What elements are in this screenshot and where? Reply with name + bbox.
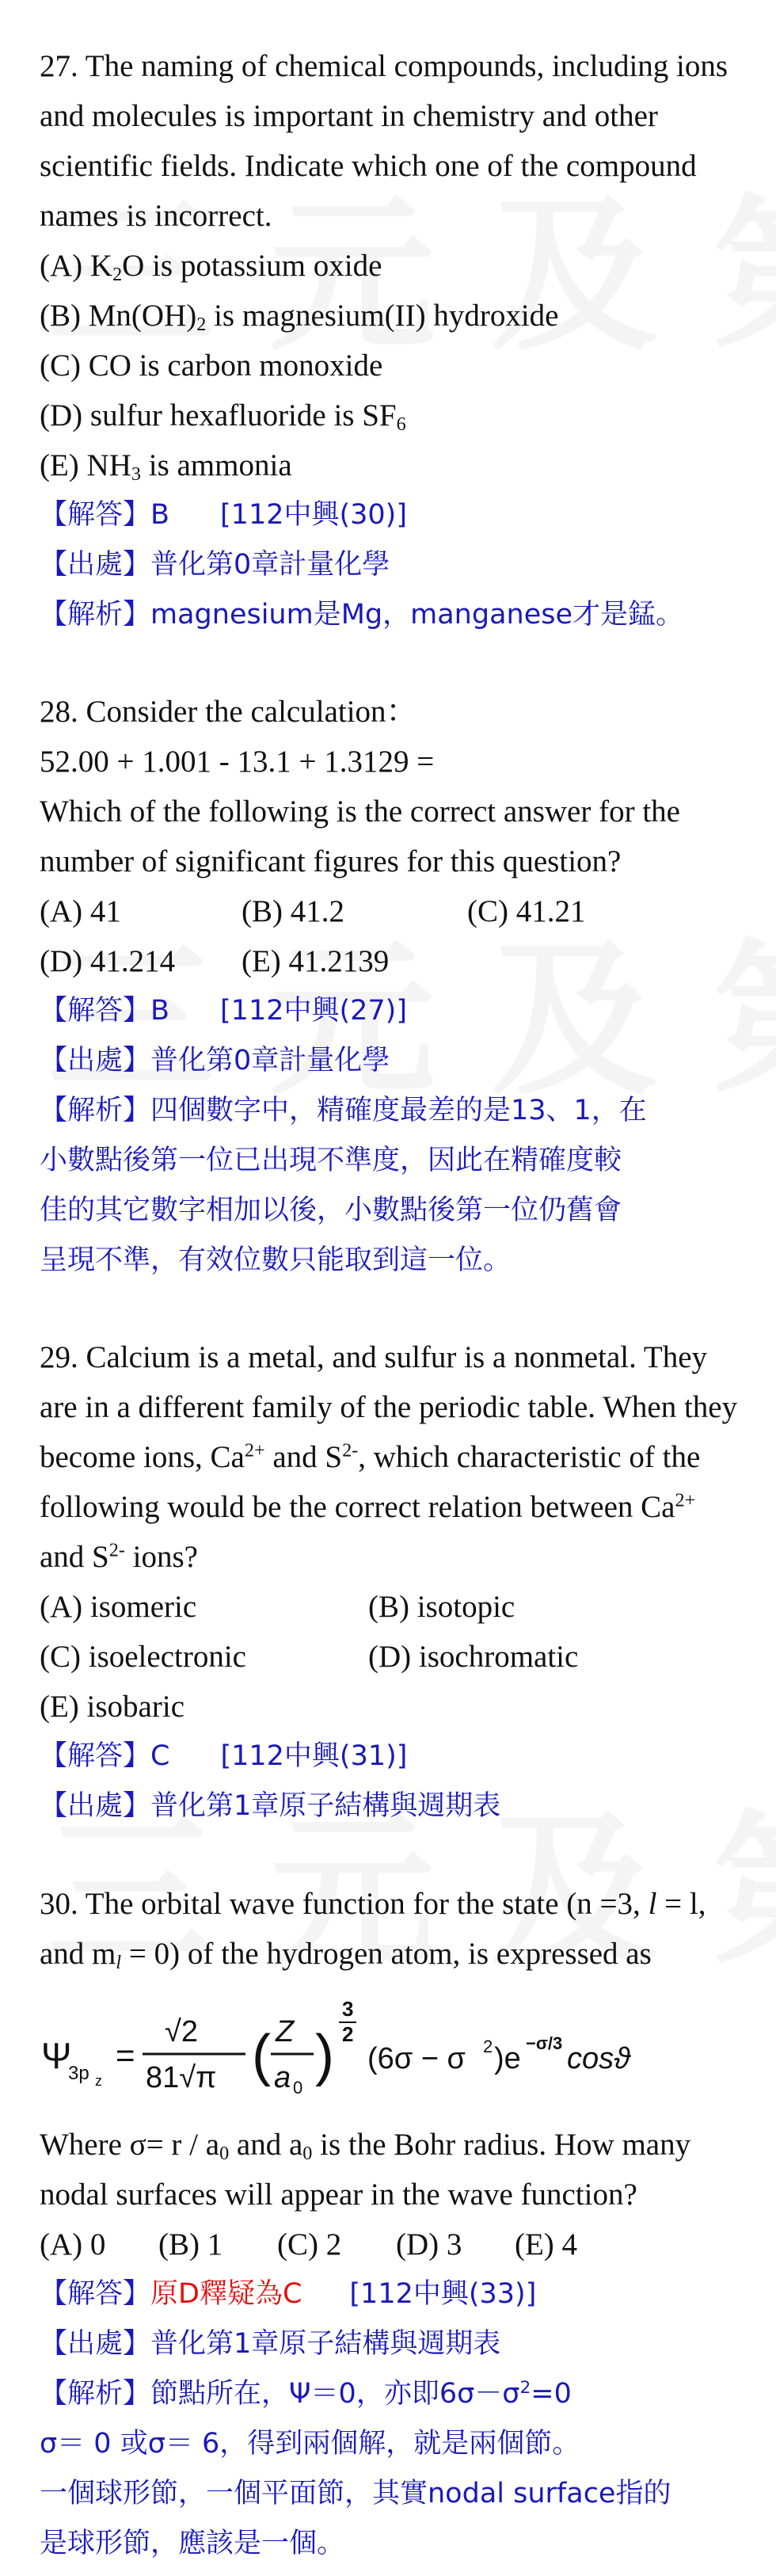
q28-option-e: (E) 41.2139 — [242, 944, 390, 978]
q30-source: 【出處】普化第1章原子結構與週期表 — [40, 2328, 501, 2360]
q27-stem: 27. The naming of chemical compounds, including ions and molecules is important in chemistry and other scientific fields. Indicate which one of the compound names is incorrect. — [40, 49, 728, 233]
question-29 — [40, 1332, 744, 1732]
wave-function-formula — [38, 1992, 735, 2111]
question-27 — [40, 41, 744, 490]
q30-options — [40, 2220, 744, 2269]
q30-answer: 【解答】原D釋疑為C [112中興(33)] — [40, 2278, 537, 2310]
formula-a0: a — [274, 2061, 291, 2094]
formula-cos: cosϑ — [567, 2042, 631, 2075]
formula-power-num: 3 — [342, 1997, 354, 2021]
q28-stem-1: 28. Consider the calculation： — [40, 695, 417, 729]
q28-solution — [40, 986, 752, 1286]
q29-stem: 29. Calcium is a metal, and sulfur is a nonmetal. They are in a different family of the periodic table. When they become ions, $Ca^{2+}$ and $S^{2-}$, which characteristic of the following would be the correct relation between $Ca^{2+}$ and $S^{2-}$ ions? — [40, 1340, 738, 1574]
formula-denominator: 81√π — [146, 2061, 217, 2094]
q28-analysis-1: 【解析】四個數字中，精確度最差的是13、1，在 — [40, 1095, 647, 1126]
q27-analysis: 【解析】magnesium是Mg，manganese才是錳。 — [40, 599, 683, 631]
q28-option-b: (B) 41.2 — [242, 894, 344, 928]
formula-psi: Ψ — [41, 2035, 72, 2076]
q28-option-d: (D) 41.214 — [40, 944, 176, 978]
q30-solution — [40, 2269, 752, 2569]
q30-analysis-1: 【解析】節點所在，Ψ＝0，亦即$6\sigma-\sigma^2=0$ — [40, 2378, 572, 2410]
q28-option-c: (C) 41.21 — [467, 894, 586, 928]
q27-source: 【出處】普化第0章計量化學 — [40, 549, 390, 581]
q30-analysis-2: σ＝ 0 或σ＝ 6，得到兩個解，就是兩個節。 — [40, 2428, 580, 2460]
q27-option-a: (A) $K_2O$ is potassium oxide — [40, 249, 382, 286]
q30-option-c: (C) 2 — [277, 2227, 342, 2262]
q27-option-b: (B) $Mn(OH)_2$ is magnesium(II) hydroxide — [40, 299, 559, 336]
formula-psi-sub: 3p — [68, 2063, 89, 2084]
q30-answer-revised: 原D釋疑為C — [150, 2278, 302, 2310]
question-30 — [40, 1879, 744, 1979]
q30-analysis-3: 一個球形節，一個平面節，其實nodal surface指的 — [40, 2478, 671, 2509]
q28-stem-2: 52.00 + 1.001 - 13.1 + 1.3129 = — [40, 745, 435, 779]
q29-option-a: (A) isomeric — [40, 1590, 197, 1624]
formula-psi-sub-z: z — [95, 2073, 102, 2089]
q27-answer: 【解答】B [112中興(30)] — [40, 499, 407, 531]
q27-option-d: (D) sulfur hexafluoride is $SF_6$ — [40, 398, 406, 436]
formula-paren-close: ) — [315, 2024, 334, 2087]
formula-exp: −σ/3 — [526, 2033, 563, 2053]
formula-power-den: 2 — [342, 2022, 354, 2046]
q27-option-c: (C) CO is carbon monoxide — [40, 349, 383, 383]
formula-z: Z — [276, 2015, 295, 2048]
formula-equals: = — [116, 2037, 135, 2074]
formula-paren-open: ( — [252, 2024, 271, 2087]
q29-solution — [40, 1732, 752, 1831]
q29-source: 【出處】普化第1章原子結構與週期表 — [40, 1790, 501, 1822]
formula-tail-sq: 2 — [483, 2037, 493, 2056]
q28-options — [40, 886, 744, 986]
q30-where: Where $\sigma= r / a_0$ and $a_0$ is the Bohr radius. How many nodal surfaces will appear in the wave function? — [40, 2128, 691, 2212]
q28-analysis-3: 佳的其它數字相加以後，小數點後第一位仍舊會 — [40, 1195, 622, 1226]
formula-a0-sub: 0 — [293, 2078, 303, 2098]
q27-option-e: (E) $NH_3$ is ammonia — [40, 448, 292, 486]
q29-answer: 【解答】C [112中興(31)] — [40, 1740, 408, 1772]
q30-option-e: (E) 4 — [515, 2227, 578, 2262]
question-28 — [40, 687, 744, 986]
q30-option-a: (A) 0 — [40, 2227, 106, 2262]
q29-option-d: (D) isochromatic — [368, 1640, 579, 1674]
q28-source: 【出處】普化第0章計量化學 — [40, 1045, 390, 1077]
q29-option-e: (E) isobaric — [40, 1690, 185, 1724]
question-30-continued — [40, 2120, 744, 2269]
q28-answer: 【解答】B [112中興(27)] — [40, 995, 407, 1027]
formula-tail-2: )e — [494, 2042, 521, 2075]
q28-analysis-4: 呈現不準，有效位數只能取到這一位。 — [40, 1244, 512, 1276]
q28-option-a: (A) 41 — [40, 894, 121, 928]
q27-solution — [40, 490, 752, 640]
q29-option-c: (C) isoelectronic — [40, 1640, 246, 1674]
formula-tail-1: (6σ − σ — [367, 2042, 466, 2075]
q29-options — [40, 1582, 744, 1732]
q28-stem-3: Which of the following is the correct answer for the number of significant figures for this question? — [40, 795, 680, 878]
q30-analysis-4: 是球形節，應該是一個。 — [40, 2528, 345, 2559]
q30-stem: 30. The orbital wave function for the state (n =3, l = l, and $m_l = 0$) of the hydrogen atom, is expressed as — [40, 1887, 706, 1974]
q29-option-b: (B) isotopic — [368, 1590, 515, 1624]
q30-option-d: (D) 3 — [396, 2227, 462, 2262]
formula-numerator: √2 — [165, 2015, 198, 2048]
q28-analysis-2: 小數點後第一位已出現不準度，因此在精確度較 — [40, 1145, 622, 1176]
q30-option-b: (B) 1 — [158, 2227, 223, 2262]
